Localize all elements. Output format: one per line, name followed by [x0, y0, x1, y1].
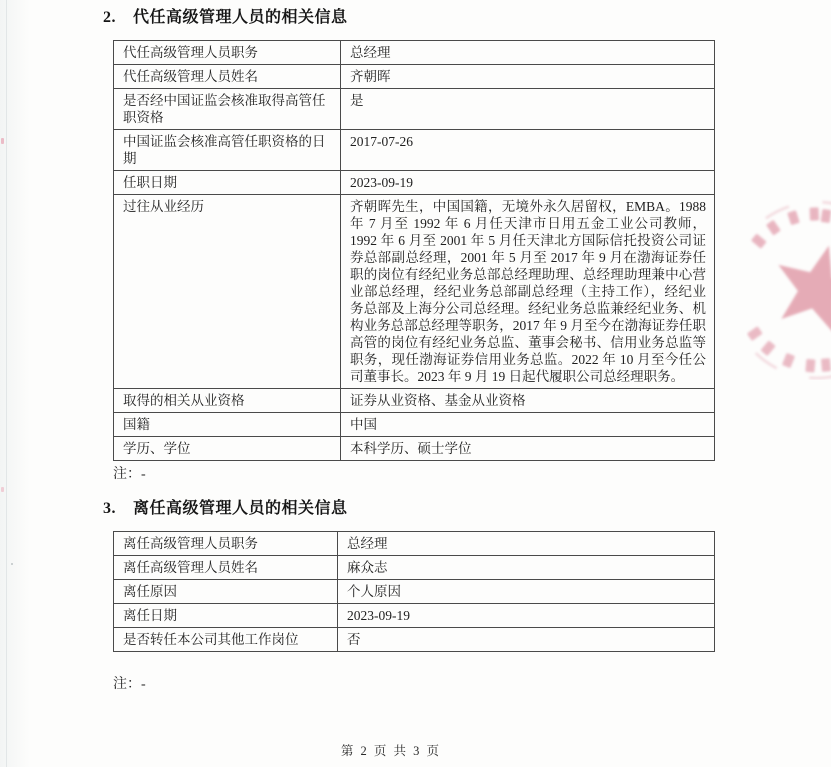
table-row [114, 532, 715, 556]
field-value: 2023-09-19 [338, 604, 715, 628]
field-value: 2023-09-19 [341, 171, 715, 195]
table-row [114, 389, 715, 413]
table-row [114, 89, 715, 130]
official-seal-stamp [746, 195, 831, 380]
field-value: 总经理 [338, 532, 715, 556]
field-value: 中国 [341, 413, 715, 437]
field-label: 离任原因 [114, 580, 338, 604]
table-row [114, 580, 715, 604]
field-label: 代任高级管理人员职务 [114, 41, 341, 65]
seal-text-bottom [747, 326, 831, 372]
field-value: 麻众志 [338, 556, 715, 580]
scan-edge-shading [0, 0, 30, 767]
field-value: 齐朝晖 [341, 65, 715, 89]
field-label: 任职日期 [114, 171, 341, 195]
field-value: 是 [341, 89, 715, 130]
field-label: 过往从业经历 [114, 195, 341, 389]
field-label: 是否经中国证监会核准取得高管任职资格 [114, 89, 341, 130]
scan-speck [11, 563, 13, 565]
field-label: 离任高级管理人员姓名 [114, 556, 338, 580]
field-label: 取得的相关从业资格 [114, 389, 341, 413]
note-departing: 注：- [113, 677, 146, 692]
section-title: 代任高级管理人员的相关信息 [133, 9, 348, 26]
section-title: 离任高级管理人员的相关信息 [133, 500, 348, 517]
field-value: 证券从业资格、基金从业资格 [341, 389, 715, 413]
field-value: 本科学历、硕士学位 [341, 437, 715, 461]
table-row [114, 628, 715, 652]
scan-edge-line [6, 0, 7, 767]
field-label: 是否转任本公司其他工作岗位 [114, 628, 338, 652]
seal-star [778, 246, 831, 333]
field-value: 否 [338, 628, 715, 652]
table-row [114, 171, 715, 195]
field-label: 离任日期 [114, 604, 338, 628]
table-row [114, 41, 715, 65]
table-row [114, 556, 715, 580]
table-row [114, 413, 715, 437]
table-row [114, 437, 715, 461]
field-value: 2017-07-26 [341, 130, 715, 171]
field-value: 总经理 [341, 41, 715, 65]
field-label: 离任高级管理人员职务 [114, 532, 338, 556]
section-heading-departing [103, 499, 714, 519]
field-label: 学历、学位 [114, 437, 341, 461]
field-value-career-history: 齐朝晖先生，中国国籍，无境外永久居留权，EMBA。1988 年 7 月至 1992 年 6 月任天津市日用五金工业公司教师，1992 年 6 月至 2001 年 5 月任天津北方国际信托投资公司证券总部副总经理，2001 年 5 月至 2017 年 9 月在渤海证券任职的岗位有经纪业务总部总经理助理、总经理助理兼中心营业部总经理，经纪业务总部副总经理（主持工作），经纪业务总部及上海分公司总经理。经纪业务总监兼经纪业务、机构业务总部总经理等职务，2017 年 9 月至今在渤海证券任职高管的岗位有经纪业务总监、董事会秘书、信用业务总监等职务，现任渤海证券信用业务总监。2022 年 10 月至今任公司董事长。2023 年 9 月 19 日起代履职公司总经理职务。 [341, 195, 715, 389]
page-content [103, 8, 714, 694]
table-row [114, 65, 715, 89]
seal-text-top [751, 207, 831, 248]
table-row [114, 130, 715, 171]
seal-ring [746, 202, 831, 378]
section-heading-acting [103, 8, 714, 28]
table-row [114, 604, 715, 628]
scan-speck [1, 138, 4, 144]
field-value: 个人原因 [338, 580, 715, 604]
departing-manager-table [113, 531, 715, 652]
field-label: 代任高级管理人员姓名 [114, 65, 341, 89]
scan-speck [1, 487, 4, 492]
field-label: 国籍 [114, 413, 341, 437]
section-number: 2. [103, 9, 116, 26]
table-row-career-history [114, 195, 715, 389]
acting-manager-table [113, 40, 715, 461]
note-acting: 注：- [113, 467, 146, 482]
section-number: 3. [103, 500, 116, 517]
field-label: 中国证监会核准高管任职资格的日期 [114, 130, 341, 171]
page-number-footer: 第 2 页 共 3 页 [340, 744, 442, 758]
